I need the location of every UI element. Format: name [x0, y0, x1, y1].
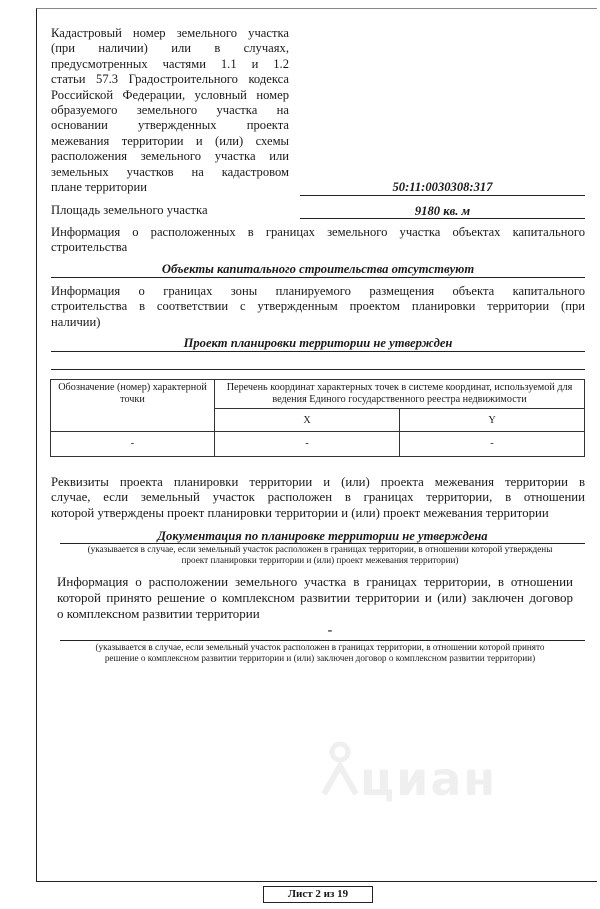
- watermark: [318, 732, 528, 812]
- cadastral-label-line: межевания территории и (или) схемы: [51, 133, 289, 148]
- area-label: Площадь земельного участка: [51, 203, 208, 217]
- complex-development-value: -: [327, 623, 333, 638]
- table-header-y: Y: [400, 409, 585, 432]
- complex-development-note-line: решение о комплексном развитии территории и (или) заключен договор о комплексном развитии территории): [104, 653, 536, 664]
- cadastral-label-line: (при наличии) или в случаях,: [51, 41, 289, 56]
- planning-zone-underline: [51, 351, 585, 352]
- page-number: Лист 2 из 19: [263, 886, 373, 903]
- capital-objects-label-line: Информация о расположенных в границах земельного участка объектах капитального: [51, 225, 585, 239]
- cadastral-label-line: основании утвержденных проекта: [51, 118, 289, 133]
- planning-zone-label: [51, 284, 585, 330]
- requisites-note-line: (указывается в случае, если земельный участок расположен в границах территории, в отношении которой утверждены: [87, 544, 553, 554]
- complex-development-note: [55, 642, 585, 665]
- cadastral-label-line: образуемого земельного участка на: [51, 103, 289, 118]
- planning-zone-label-line: наличии): [51, 314, 101, 329]
- cadastral-label-line: Российской Федерации, условный номер: [51, 87, 289, 102]
- complex-development-label-line: о комплексном развитии территории: [57, 606, 260, 621]
- table-cell: -: [400, 432, 585, 457]
- area-value-underline: [300, 218, 585, 219]
- requisites-label-line: которой утверждены проект планировки территории и (или) проект межевания территории: [51, 505, 549, 520]
- capital-objects-label: [51, 225, 585, 256]
- coordinates-table: [50, 379, 585, 457]
- cadastral-label-line: плане территории: [51, 180, 147, 195]
- table-cell: -: [215, 432, 400, 457]
- table-header-row: [51, 380, 585, 409]
- table-header-x: X: [215, 409, 400, 432]
- capital-objects-label-line: строительства: [51, 240, 128, 255]
- table-header-point: Обозначение (номер) характерной точки: [51, 380, 215, 432]
- requisites-label-line: Реквизиты проекта планировки территории и (или) проекта межевания территории в: [51, 475, 585, 489]
- table-header-coords: Перечень координат характерных точек в системе координат, используемой для ведения Единого государственного реестра недвижимости: [215, 380, 585, 409]
- cadastral-label-line: Кадастровый номер земельного участка: [51, 26, 289, 40]
- capital-objects-underline: [51, 277, 585, 278]
- cadastral-label-line: расположения земельного участка или: [51, 149, 289, 164]
- requisites-label-line: случае, если земельный участок расположен в границах территории, в отношении: [51, 490, 585, 505]
- complex-development-label-line: Информация о расположении земельного участка в границах территории, в отношении: [57, 574, 573, 589]
- requisites-note: [55, 544, 585, 567]
- planning-zone-label-line: строительства в соответствии с утвержденным проектом планировки территории (при: [51, 299, 585, 314]
- complex-development-note-line: (указывается в случае, если земельный участок расположен в границах территории, в отношении которой принято: [95, 642, 545, 652]
- complex-development-underline: [60, 640, 585, 641]
- cian-logo-icon: [318, 738, 362, 798]
- requisites-note-line: проект планировки территории и (или) проект межевания территории): [181, 555, 459, 566]
- cadastral-value-underline: [300, 195, 585, 196]
- planning-zone-label-line: Информация о границах зоны планируемого размещения объекта капитального: [51, 284, 585, 298]
- planning-zone-underline-2: [51, 369, 585, 370]
- complex-development-label: [57, 574, 573, 622]
- cadastral-value: 50:11:0030308:317: [392, 180, 493, 194]
- requisites-value: Документация по планировке территории не утверждена: [157, 529, 488, 543]
- table-row: [51, 432, 585, 457]
- table-cell: -: [51, 432, 215, 457]
- requisites-label: [51, 475, 585, 521]
- planning-zone-value: Проект планировки территории не утвержден: [183, 336, 453, 350]
- capital-objects-value: Объекты капитального строительства отсутствуют: [161, 262, 475, 276]
- cadastral-label-line: земельных участков на кадастровом: [51, 164, 289, 179]
- cadastral-label: [51, 26, 289, 195]
- cadastral-label-line: предусмотренных частями 1.1 и 1.2: [51, 56, 289, 71]
- complex-development-label-line: которой принято решение о комплексном развитии территории и (или) заключен договор: [57, 590, 573, 605]
- area-value: 9180 кв. м: [414, 204, 471, 218]
- cadastral-label-line: статьи 57.3 Градостроительного кодекса: [51, 72, 289, 87]
- watermark-text: циан: [360, 752, 498, 806]
